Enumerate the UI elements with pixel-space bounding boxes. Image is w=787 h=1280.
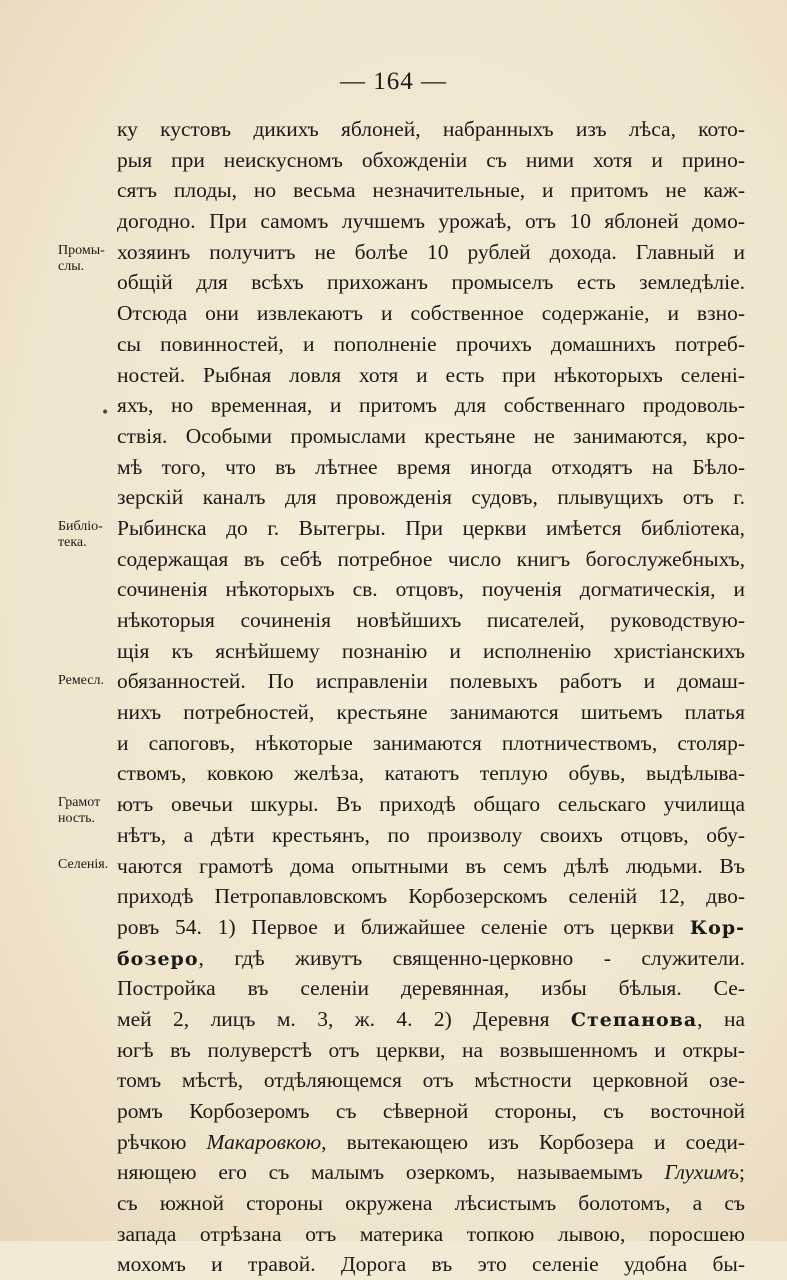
text-segment: няющею его съ малымъ озеркомъ, называемымъ <box>117 1160 665 1185</box>
text-line <box>117 298 745 329</box>
text-segment: рыя при неискусномъ обхожденіи съ ними хотя и прино- <box>117 147 745 172</box>
margin-note-text: Библіо- <box>58 519 103 535</box>
text-segment: нѣкоторыя сочиненія новѣйшихъ писателей, руководствую- <box>117 608 745 632</box>
text-segment: догодно. При самомъ лучшемъ урожаѣ, отъ 10 яблоней домо- <box>117 209 745 234</box>
text-line <box>117 789 745 820</box>
text-line <box>117 329 745 360</box>
page-number: — 164 — <box>340 68 447 95</box>
emphasized-place-name: Кор- <box>689 916 745 939</box>
text-segment: ностей. Рыбная ловля хотя и есть при нѣкоторыхъ селені- <box>117 362 745 387</box>
text-line <box>117 912 745 943</box>
text-line <box>117 421 745 452</box>
text-line <box>117 544 745 575</box>
text-line <box>117 1157 745 1188</box>
margin-note <box>58 857 108 873</box>
text-line <box>117 605 745 636</box>
text-line <box>117 574 745 605</box>
text-segment: мей 2, лицъ м. 3, ж. 4. 2) Деревня <box>117 1006 571 1031</box>
text-segment: ровъ 54. 1) Первое и ближайшее селеніе отъ церкви <box>117 914 690 939</box>
text-line <box>117 513 745 544</box>
margin-note <box>58 243 105 275</box>
text-segment: яхъ, но временная, и притомъ для собственнаго продоволь- <box>117 393 745 418</box>
text-segment: хозяинъ получитъ не болѣе 10 рублей дохода. Главный и <box>117 239 745 264</box>
text-segment: обязанностей. По исправленіи полевыхъ работъ и домаш- <box>117 669 745 694</box>
text-line <box>117 1065 745 1096</box>
text-line <box>117 1127 745 1158</box>
text-line <box>117 820 745 851</box>
text-segment: щія къ яснѣйшему познанію и исполненію христіанскихъ <box>117 638 745 663</box>
text-line <box>117 1096 745 1127</box>
margin-notes <box>0 0 115 1241</box>
text-line <box>117 390 745 421</box>
emphasized-place-name: бозеро <box>117 947 199 970</box>
text-line <box>117 1219 745 1250</box>
text-line <box>117 851 745 882</box>
text-segment: мѣ того, что въ лѣтнее время иногда отходятъ на Бѣло- <box>117 454 745 479</box>
text-line <box>117 482 745 513</box>
text-segment: ромъ Корбозеромъ съ сѣверной стороны, съ восточной <box>117 1099 745 1123</box>
text-line <box>117 175 745 206</box>
text-segment: и сапоговъ, нѣкоторые занимаются плотничествомъ, столяр- <box>117 730 745 755</box>
margin-note-text: Ремесл. <box>58 672 104 688</box>
text-segment: приходѣ Петропавловскомъ Корбозерскомъ селеній 12, дво- <box>117 884 745 909</box>
text-line <box>117 1249 745 1280</box>
text-segment: ку кустовъ дикихъ яблоней, набранныхъ изъ лѣса, кото- <box>117 117 745 141</box>
text-segment: ; <box>739 1160 745 1185</box>
margin-note <box>58 795 100 827</box>
text-line <box>117 1035 745 1066</box>
text-segment: вытекающею изъ Корбозера и соеди- <box>326 1129 745 1154</box>
text-line <box>117 666 745 697</box>
text-segment: нѣтъ, а дѣти крестьянъ, по произволу своихъ отцовъ, обу- <box>117 822 745 847</box>
text-segment: сы повинностей, и пополненіе прочихъ домашнихъ потреб- <box>117 331 745 356</box>
text-segment: нихъ потребностей, крестьяне занимаются шитьемъ платья <box>117 700 745 725</box>
text-line <box>117 728 745 759</box>
text-segment: содержащая въ себѣ потребное число книгъ богослужебныхъ, <box>117 546 745 571</box>
text-line <box>117 636 745 667</box>
text-line <box>117 267 745 298</box>
text-line <box>117 145 745 176</box>
margin-mark: • <box>101 405 110 421</box>
text-line <box>117 697 745 728</box>
margin-note <box>58 519 103 551</box>
margin-note-text: Промы- <box>58 242 105 258</box>
text-segment: югѣ въ полуверстѣ отъ церкви, на возвышенномъ и откры- <box>117 1037 745 1062</box>
margin-note-text: Грамот <box>58 795 101 811</box>
text-segment: зерскій каналъ для провожденія судовъ, плывущихъ отъ г. <box>117 485 745 510</box>
text-line <box>117 237 745 268</box>
text-segment: томъ мѣстѣ, отдѣляющемся отъ мѣстности церковной озе- <box>117 1068 745 1093</box>
text-line <box>117 973 745 1004</box>
text-line <box>117 881 745 912</box>
text-line <box>117 360 745 391</box>
text-segment: Отсюда они извлекаютъ и собственное содержаніе, и взно- <box>117 301 745 326</box>
italic-name: Глухимъ <box>664 1160 740 1185</box>
body-text <box>117 114 745 1280</box>
text-segment: Рыбинска до г. Вытегры. При церкви имѣется библіотека, <box>117 515 745 540</box>
text-segment: , на <box>697 1006 745 1031</box>
text-segment: , гдѣ живутъ священно-церковно - служители. <box>198 945 745 970</box>
text-segment: чаются грамотѣ дома опытными въ семъ дѣлѣ людьми. Въ <box>117 853 745 878</box>
text-line <box>117 943 745 974</box>
emphasized-place-name: Степанова <box>570 1008 698 1031</box>
text-segment: ствомъ, ковкою желѣза, катаютъ теплую обувь, выдѣлыва- <box>117 761 745 786</box>
text-segment: ютъ овечьи шкуры. Въ приходѣ общаго сельскаго училища <box>117 792 745 817</box>
margin-note-text: ность. <box>58 811 96 827</box>
margin-note-text: Селенія. <box>58 856 109 872</box>
text-line <box>117 114 745 145</box>
text-line <box>117 1188 745 1219</box>
text-segment: рѣчкою <box>117 1129 207 1154</box>
margin-note-text: тека. <box>58 535 87 551</box>
text-line <box>117 758 745 789</box>
text-segment: общій для всѣхъ прихожанъ промыселъ есть земледѣліе. <box>117 270 745 295</box>
text-segment: съ южной стороны окружена лѣсистымъ болотомъ, а съ <box>117 1191 745 1216</box>
margin-note-text: слы. <box>58 258 85 274</box>
text-segment: ствія. Особыми промыслами крестьяне не занимаются, кро- <box>117 423 745 448</box>
text-line <box>117 452 745 483</box>
text-segment: Постройка въ селеніи деревянная, избы бѣлыя. Се- <box>117 976 745 1001</box>
text-line <box>117 1004 745 1035</box>
margin-note <box>58 673 104 689</box>
italic-name: Макаровкою, <box>206 1129 327 1154</box>
text-segment: сочиненія нѣкоторыхъ св. отцовъ, поученія догматическія, и <box>117 577 745 602</box>
text-segment: сятъ плоды, но весьма незначительные, и притомъ не каж- <box>117 178 745 203</box>
text-line <box>117 206 745 237</box>
text-segment: запада отрѣзана отъ материка топкою лывою, поросшею <box>117 1221 745 1246</box>
text-segment: мохомъ и травой. Дорога въ это селеніе удобна бы- <box>117 1252 745 1277</box>
